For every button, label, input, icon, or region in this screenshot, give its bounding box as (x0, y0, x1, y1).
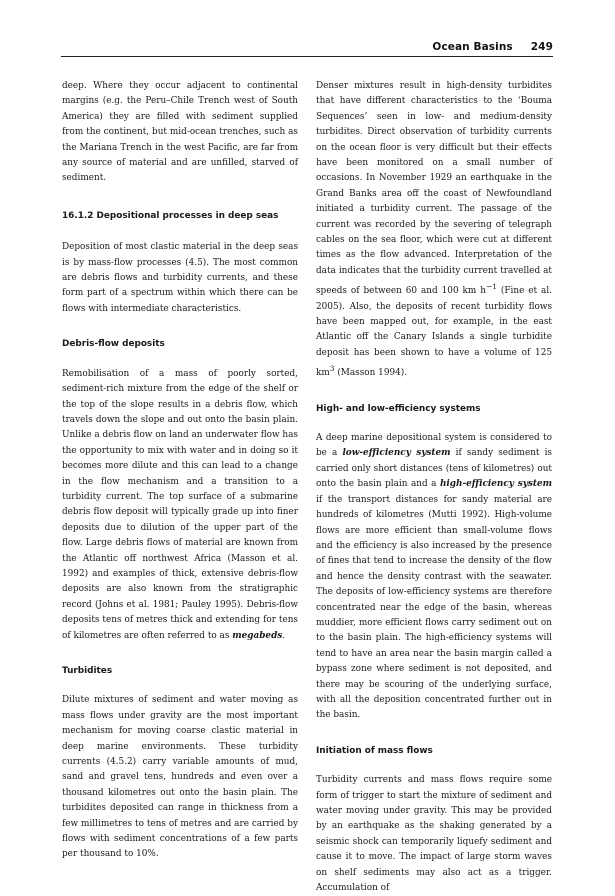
paragraph-text: (Masson 1994). (334, 368, 408, 379)
key-term: low-efficiency system (342, 448, 451, 459)
paragraph-text: Denser mixtures result in high-density turbidites that have different characteristics to the ‘Bouma Sequences’ seen in low- and medium-density turbidites. Direct observation of turbidity currents on the ocean floor is very difficult but their effects have been monitored on a small number of occasions. In November 1929 an earthquake in the Grand Banks area off the coast of Newfoundland initiated a turbidity current. The passage of the current was recorded by the severing of telegraph cables on the sea floor, which were cut at different times as the flow advanced. Interpretation of the data indicates that the turbidity current travelled at speeds of between 60 and 100 km h (316, 81, 552, 297)
paragraph: Deposition of most clastic material in the deep seas is by mass-flow processes (4.5). The most common are debris flows and turbidity currents, and these form part of a spectrum within which there can be flows with intermediate characteristics. (62, 242, 298, 314)
section-heading: 16.1.2 Depositional processes in deep seas (62, 210, 279, 221)
paragraph (316, 79, 552, 382)
superscript: −1 (486, 282, 497, 292)
paragraph: Dilute mixtures of sediment and water moving as mass flows under gravity are the most important mechanism for moving coarse clastic material in deep marine environments. These turbidity currents (4.5.2) carry variable amounts of mud, sand and gravel tens, hundreds and even over a thousand kilometres out onto the basin plain. The turbidites deposited can range in thickness from a few millimetres to tens of metres and are carried by flows with sediment concentrations of a few parts per thousand to 10%. (62, 695, 298, 860)
paragraph-text: if sandy sediment is carried only short distances (tens of kilometres) out onto the basin plain and a (316, 448, 552, 490)
paragraph (316, 431, 552, 724)
paragraph (62, 367, 298, 644)
paragraph-text: if the transport distances for sandy material are hundreds of kilometres (Mutti 1992). High-volume flows are more efficient than small-volume flows and the efficiency is also increased by the presence of fines that tend to increase the density of the flow and hence the density contrast with the seawater. The deposits of low-efficiency systems are therefore concentrated near the edge of the basin, whereas muddier, more efficient flows carry sediment out on to the basin plain. The high-efficiency systems will tend to have an area near the basin margin called a bypass zone where sediment is not deposited, and there may be scouring of the underlying surface, with all the deposition concentrated further out in the basin. (316, 494, 552, 721)
paragraph-text: (Fine et al. 2005). Also, the deposits of recent turbidity flows have been mapped out, for example, in the east Atlantic off the Canary Islands a single turbidite deposit has been shown to have a volume of 125 km (316, 286, 552, 379)
paragraph: deep. Where they occur adjacent to continental margins (e.g. the Peru–Chile Trench west of South America) they are filled with sediment supplied from the continent, but mid-ocean trenches, such as the Mariana Trench in the west Pacific, are far from any source of material and are unfilled, starved of sediment. (62, 81, 298, 184)
key-term: high-efficiency system (439, 479, 552, 490)
header-rule (61, 56, 553, 57)
key-term: megabeds (232, 630, 283, 641)
page-number: 249 (530, 41, 553, 53)
running-head (432, 41, 553, 53)
running-title: Ocean Basins (432, 41, 513, 53)
subsection-heading: Turbidites (62, 666, 113, 676)
right-column (316, 79, 552, 896)
left-column (62, 79, 298, 863)
subsection-heading: Debris-flow deposits (62, 339, 165, 350)
paragraph-text: Remobilisation of a mass of poorly sorted, sediment-rich mixture from the edge of the shelf or the top of the slope results in a debris flow, which travels down the slope and out onto the basin plain. Unlike a debris flow on land an underwater flow has the opportunity to mix with water and in doing so it becomes more dilute and this can lead to a change in the flow mechanism and a transition to a turbidity current. The top surface of a submarine debris flow deposit will typically grade up into finer deposits due to dilution of the upper part of the flow. Large debris flows of material are known from the Atlantic off northwest Africa (Masson et al. 1992) and examples of thick, extensive debris-flow deposits are also known from the stratigraphic record (Johns et al. 1981; Pauley 1995). Debris-flow deposits tens of metres thick and extending for tens of kilometres are often referred to as (62, 368, 298, 641)
paragraph: Turbidity currents and mass flows require some form of trigger to start the mixture of sediment and water moving under gravity. This may be provided by an earthquake as the shaking generated by a seismic shock can temporarily liquefy sediment and cause it to move. The impact of large storm waves on shelf sediments may also act as a trigger. Accumulation of (316, 775, 552, 894)
subsection-heading: Initiation of mass flows (316, 745, 433, 756)
paragraph-text: A deep marine depositional system is considered to be a (316, 433, 552, 459)
punctuation: . (282, 630, 286, 641)
superscript: 3 (329, 364, 335, 374)
subsection-heading: High- and low-efficiency systems (316, 403, 481, 414)
